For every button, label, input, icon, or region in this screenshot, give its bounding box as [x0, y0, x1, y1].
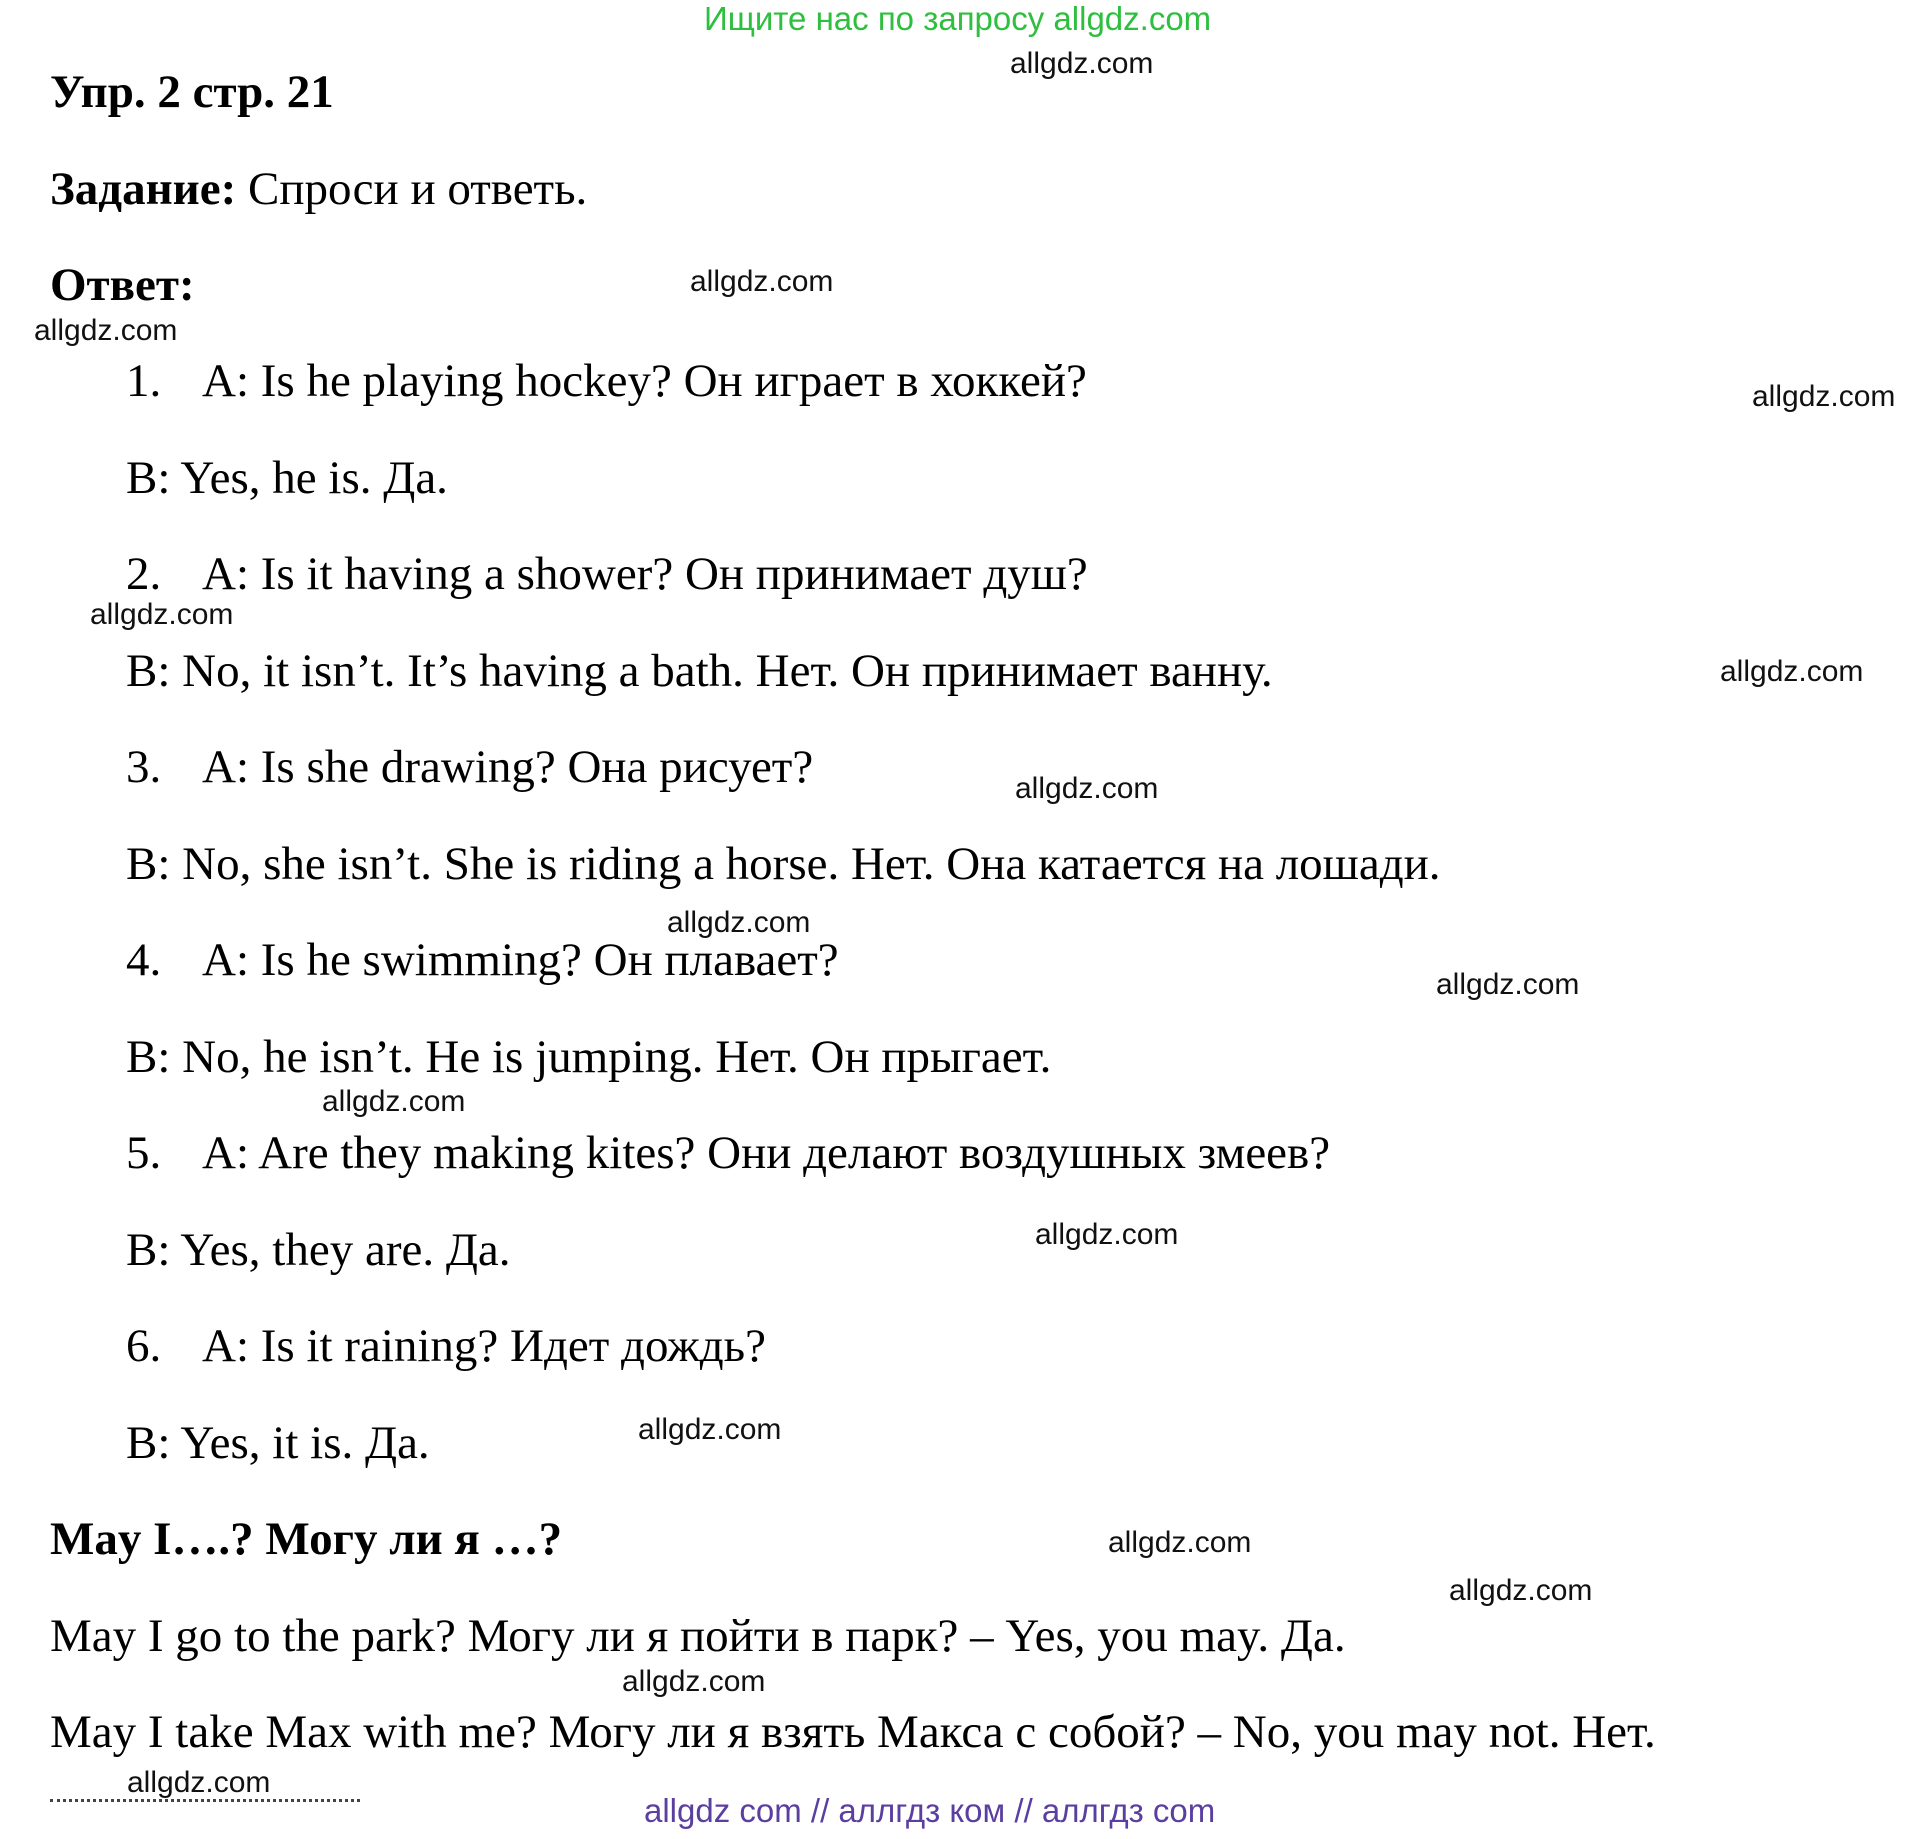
watermark: allgdz.com [1035, 1218, 1179, 1251]
qa-answer-6: B: Yes, it is. Да. [126, 1417, 430, 1469]
watermark: allgdz.com [1108, 1526, 1252, 1559]
page-title: Упр. 2 стр. 21 [50, 66, 334, 118]
task-text: Спроси и ответь. [236, 163, 588, 215]
watermark: allgdz.com [1720, 655, 1864, 688]
qa-question-4 [126, 933, 839, 987]
qa-question-1 [126, 354, 1087, 408]
qa-question-text: A: Are they making kites? Они делают воздушных змеев? [202, 1127, 1331, 1179]
qa-number: 1. [126, 355, 162, 407]
watermark: allgdz.com [1010, 47, 1154, 80]
qa-question-text: A: Is it raining? Идет дождь? [202, 1320, 766, 1372]
watermark: allgdz.com [1015, 772, 1159, 805]
task-label: Задание: [50, 163, 237, 215]
answer-label: Ответ: [50, 259, 195, 311]
watermark: allgdz.com [34, 314, 178, 347]
qa-answer-4: B: No, he isn’t. He is jumping. Нет. Он прыгает. [126, 1031, 1052, 1083]
qa-question-text: A: Is it having a shower? Он принимает душ? [202, 548, 1088, 600]
qa-number: 2. [126, 548, 162, 600]
watermark: allgdz.com [1436, 968, 1580, 1001]
qa-answer-3: B: No, she isn’t. She is riding a horse. Нет. Она катается на лошади. [126, 838, 1441, 890]
watermark: allgdz.com [690, 265, 834, 298]
watermark: allgdz.com [322, 1085, 466, 1118]
qa-question-6 [126, 1319, 766, 1373]
qa-number: 6. [126, 1320, 162, 1372]
watermark: allgdz.com [1449, 1574, 1593, 1607]
qa-answer-5: B: Yes, they are. Да. [126, 1224, 511, 1276]
watermark: allgdz.com [622, 1665, 766, 1698]
task-line [50, 162, 587, 216]
watermark: allgdz.com [90, 598, 234, 631]
top-banner: Ищите нас по запросу allgdz.com [704, 0, 1212, 37]
qa-answer-1: B: Yes, he is. Да. [126, 452, 448, 504]
watermark: allgdz.com [1752, 380, 1896, 413]
qa-number: 5. [126, 1127, 162, 1179]
qa-question-2 [126, 547, 1088, 601]
may-line-1: May I go to the park? Могу ли я пойти в парк? – Yes, you may. Да. [50, 1610, 1346, 1662]
qa-question-text: A: Is he swimming? Он плавает? [202, 934, 839, 986]
qa-answer-2: B: No, it isn’t. It’s having a bath. Нет. Он принимает ванну. [126, 645, 1273, 697]
watermark: allgdz.com [667, 906, 811, 939]
qa-question-5 [126, 1126, 1330, 1180]
footer-links: allgdz com // аллгдз ком // аллгдз com [644, 1792, 1216, 1829]
watermark: allgdz.com [127, 1766, 271, 1799]
cut-off-line [50, 1799, 360, 1808]
may-heading: May I….? Могу ли я …? [50, 1513, 563, 1565]
qa-question-3 [126, 740, 813, 794]
qa-number: 3. [126, 741, 162, 793]
qa-question-text: A: Is he playing hockey? Он играет в хоккей? [202, 355, 1087, 407]
may-line-2: May I take Max with me? Могу ли я взять Макса с собой? – No, you may not. Нет. [50, 1706, 1656, 1758]
qa-number: 4. [126, 934, 162, 986]
watermark: allgdz.com [638, 1413, 782, 1446]
qa-question-text: A: Is she drawing? Она рисует? [202, 741, 814, 793]
